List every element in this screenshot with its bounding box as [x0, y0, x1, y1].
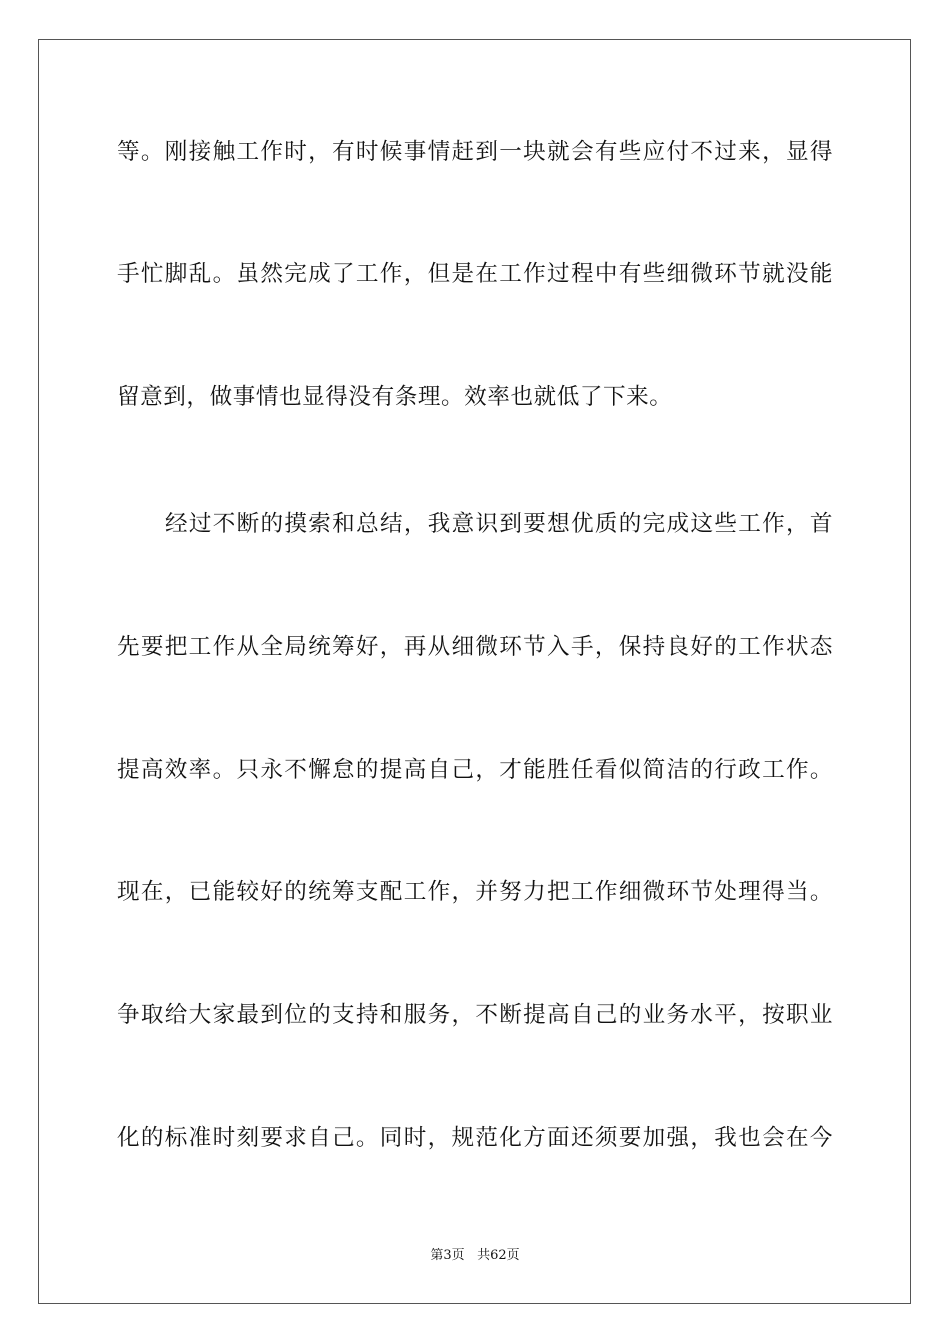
- text-line-9: 化的标准时刻要求自己。同时，规范化方面还须要加强，我也会在今: [117, 1125, 833, 1151]
- page-border: [38, 39, 911, 1304]
- page-total: 共62页: [477, 1248, 520, 1263]
- text-line-1: 等。刚接触工作时，有时候事情赶到一块就会有些应付不过来，显得: [117, 139, 833, 165]
- text-line-6: 提高效率。只永不懈怠的提高自己，才能胜任看似简洁的行政工作。: [117, 757, 833, 783]
- page-footer: [0, 1247, 950, 1265]
- text-line-4: 经过不断的摸索和总结，我意识到要想优质的完成这些工作，首: [165, 511, 833, 537]
- text-line-5: 先要把工作从全局统筹好，再从细微环节入手，保持良好的工作状态: [117, 634, 833, 660]
- text-line-2: 手忙脚乱。虽然完成了工作，但是在工作过程中有些细微环节就没能: [117, 261, 833, 287]
- page-number: 第3页: [430, 1248, 465, 1263]
- text-line-8: 争取给大家最到位的支持和服务，不断提高自己的业务水平，按职业: [117, 1002, 833, 1028]
- text-line-3: 留意到，做事情也显得没有条理。效率也就低了下来。: [117, 384, 673, 410]
- text-line-7: 现在，已能较好的统筹支配工作，并努力把工作细微环节处理得当。: [117, 879, 833, 905]
